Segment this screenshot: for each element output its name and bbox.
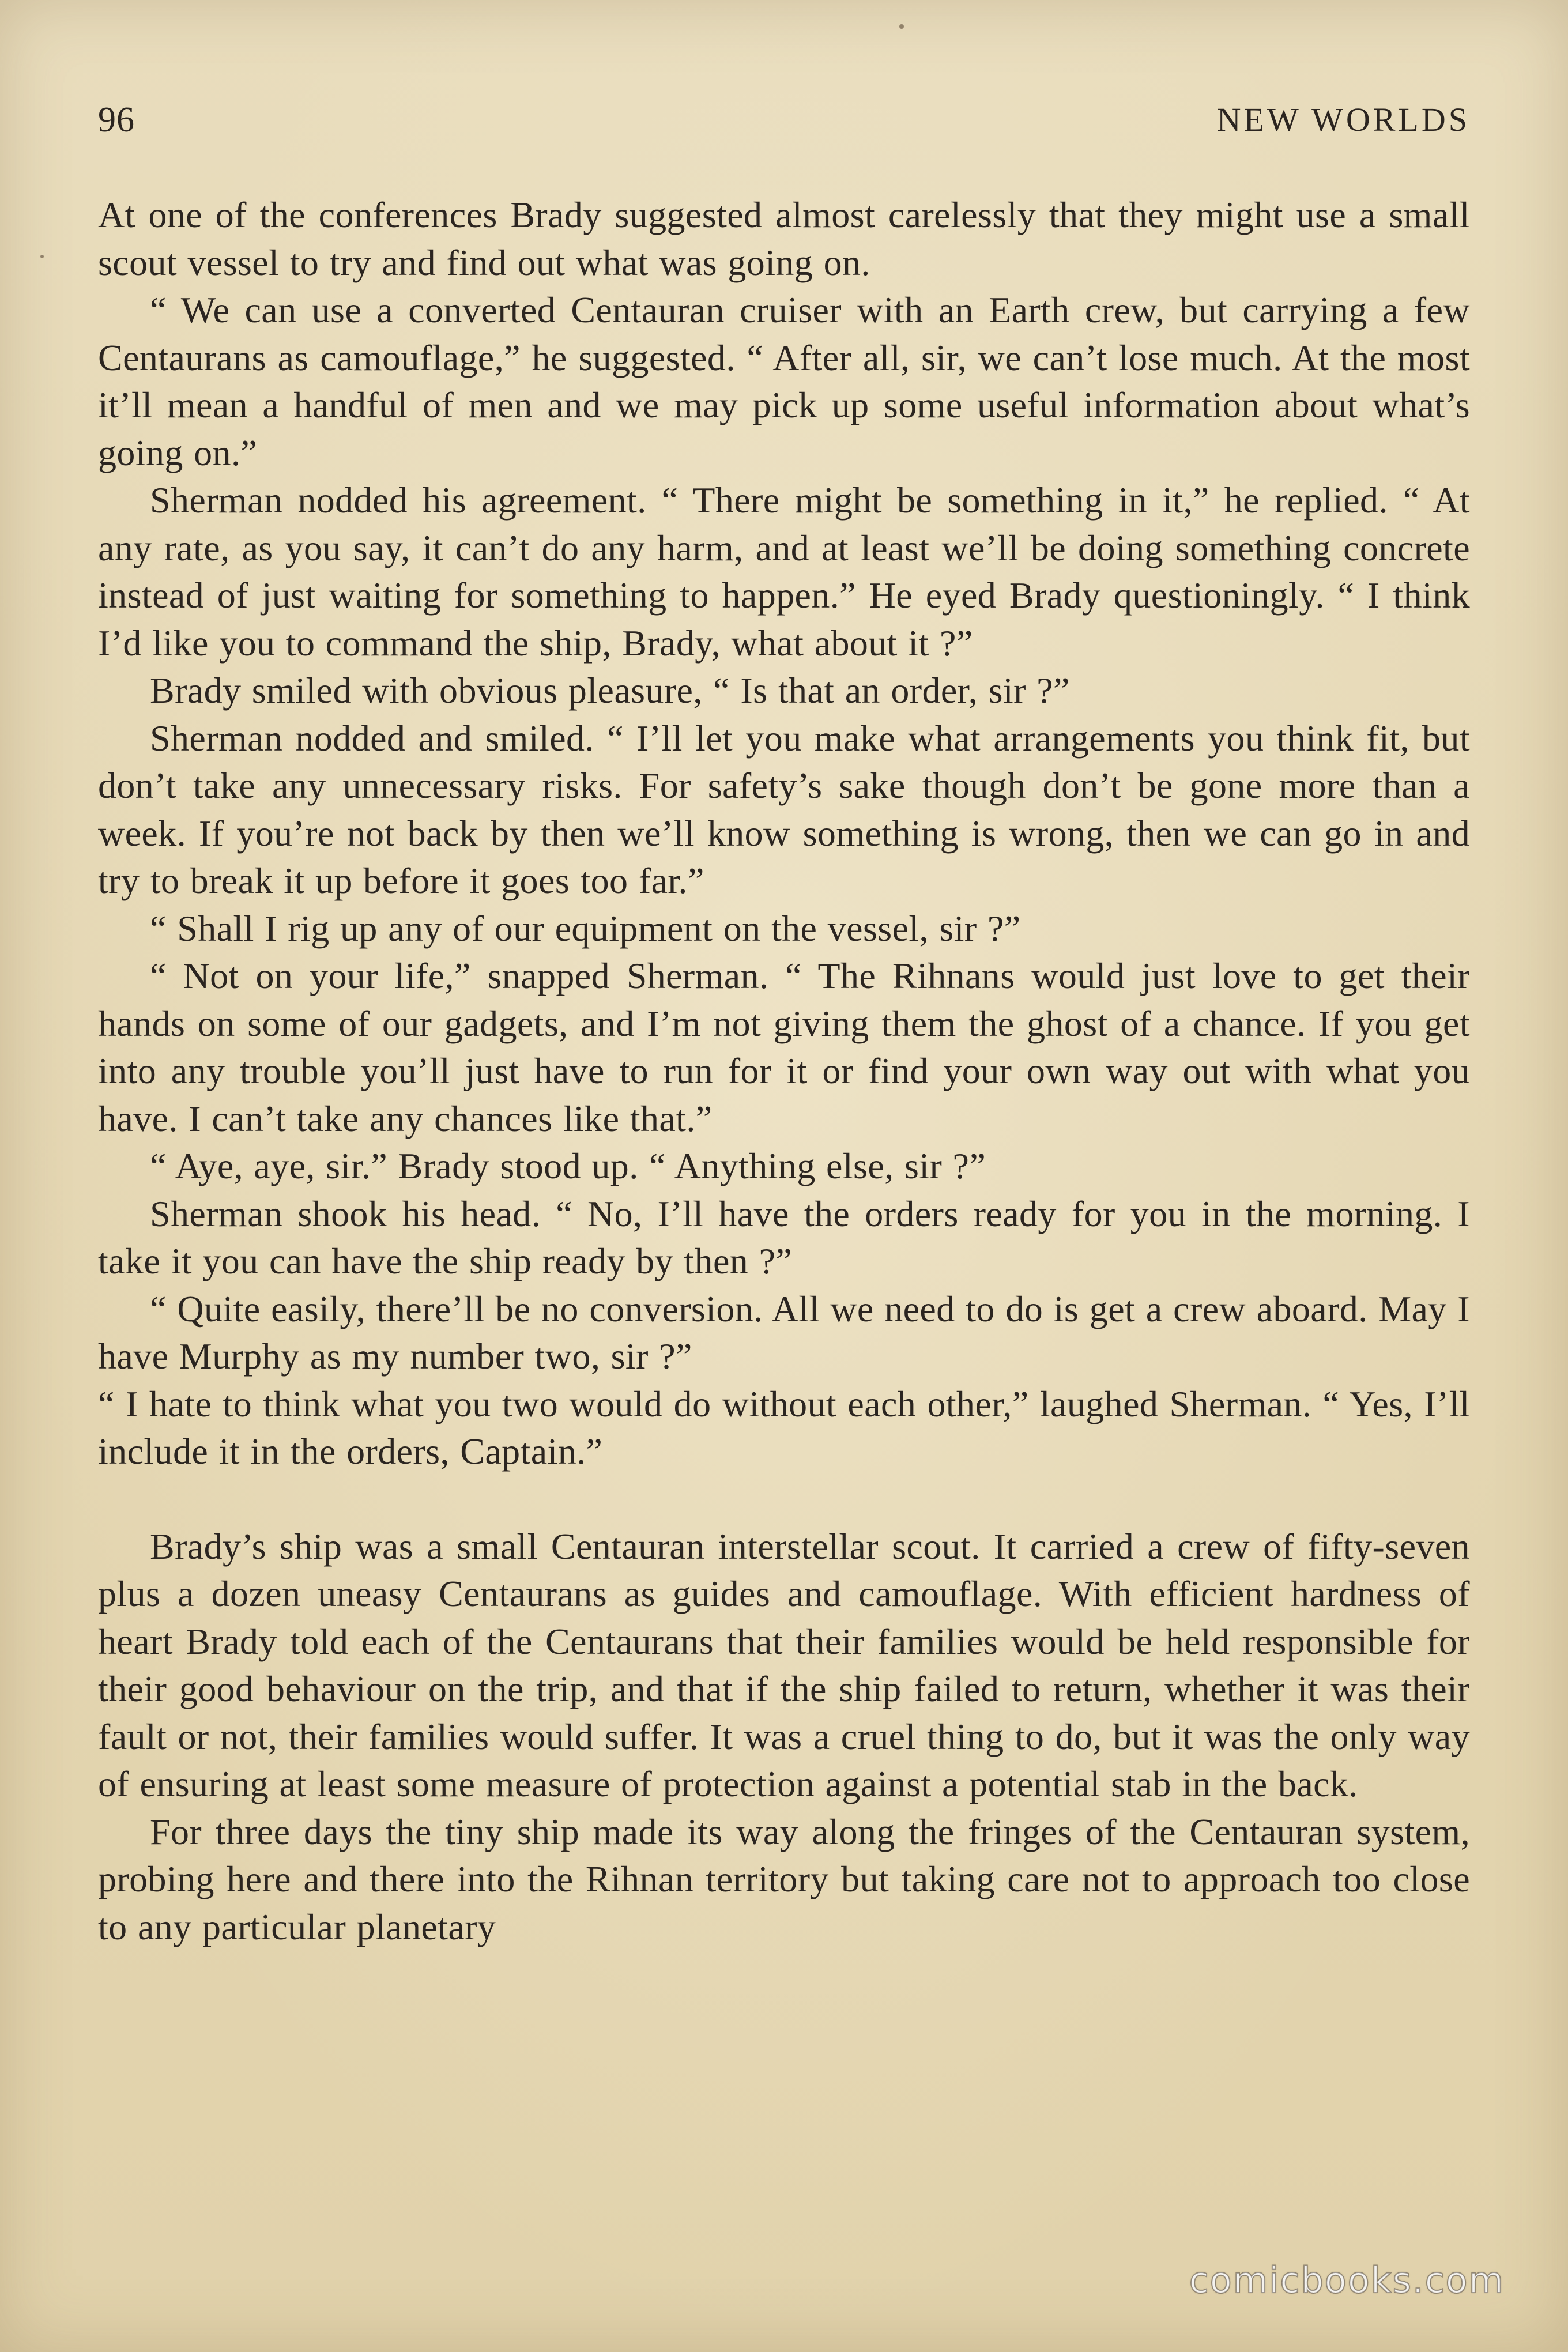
paragraph: At one of the conferences Brady suggested almost carelessly that they might use a small scout vessel to try and find out what was going on. [98, 194, 1470, 283]
paragraph: “ We can use a converted Centauran cruiser with an Earth crew, but carrying a few Centaurans as camouflage,” he suggested. “ After all, sir, we can’t lose much. At the most it’ll mean a handful of men and we may pick up some useful information about what’s going on.” [98, 289, 1470, 473]
paragraph: Sherman nodded his agreement. “ There might be something in it,” he replied. “ At any rate, as you say, it can’t do any harm, and at least we’ll be doing something concrete instead of just waiting for something to happen.” He eyed Brady questioningly. “ I think I’d like you to command the ship, Brady, what about it ?” [98, 480, 1470, 664]
paragraph: “ Quite easily, there’ll be no conversion. All we need to do is get a crew aboard. May I have Murphy as my number two, sir ?” [98, 1288, 1470, 1377]
body-text [98, 191, 1470, 1951]
ink-speck [899, 24, 904, 29]
page-number: 96 [98, 100, 135, 140]
running-title: NEW WORLDS [1216, 101, 1470, 138]
running-head [98, 97, 1470, 143]
paragraph: Sherman nodded and smiled. “ I’ll let you make what arrangements you think fit, but don’t take any unnecessary risks. For safety’s sake though don’t be gone more than a week. If you’re not back by then we’ll know something is wrong, then we can go in and try to break it up before it goes too far.” [98, 717, 1470, 901]
watermark: comicbooks.com [1189, 2259, 1505, 2301]
paragraph: Brady’s ship was a small Centauran interstellar scout. It carried a crew of fifty-seven plus a dozen uneasy Centaurans as guides and camouflage. With efficient hardness of heart Brady told each of the Centaurans that their families would be held responsible for their good behaviour on the trip, and that if the ship failed to return, whether it was their fault or not, their families would suffer. It was a cruel thing to do, but it was the only way of ensuring at least some measure of protection against a potential stab in the back. [98, 1525, 1470, 1804]
ink-speck [40, 255, 44, 258]
paragraph: “ Shall I rig up any of our equipment on the vessel, sir ?” [150, 907, 1021, 949]
section-break [98, 1476, 1470, 1523]
paragraph: Sherman shook his head. “ No, I’ll have the orders ready for you in the morning. I take it you can have the ship ready by then ?” [98, 1193, 1470, 1281]
paragraph: “ I hate to think what you two would do without each other,” laughed Sherman. “ Yes, I’ll include it in the orders, Captain.” [98, 1383, 1470, 1472]
paragraph: For three days the tiny ship made its way along the fringes of the Centauran system, probing here and there into the Rihnan territory but taking care not to approach too close to any particular planetary [98, 1811, 1470, 1947]
paragraph: “ Aye, aye, sir.” Brady stood up. “ Anything else, sir ?” [150, 1145, 986, 1186]
paragraph: Brady smiled with obvious pleasure, “ Is that an order, sir ?” [150, 670, 1070, 711]
paragraph: “ Not on your life,” snapped Sherman. “ The Rihnans would just love to get their hands on some of our gadgets, and I’m not giving them the ghost of a chance. If you get into any trouble you’ll just have to run for it or find your own way out with what you have. I can’t take any chances like that.” [98, 955, 1470, 1139]
